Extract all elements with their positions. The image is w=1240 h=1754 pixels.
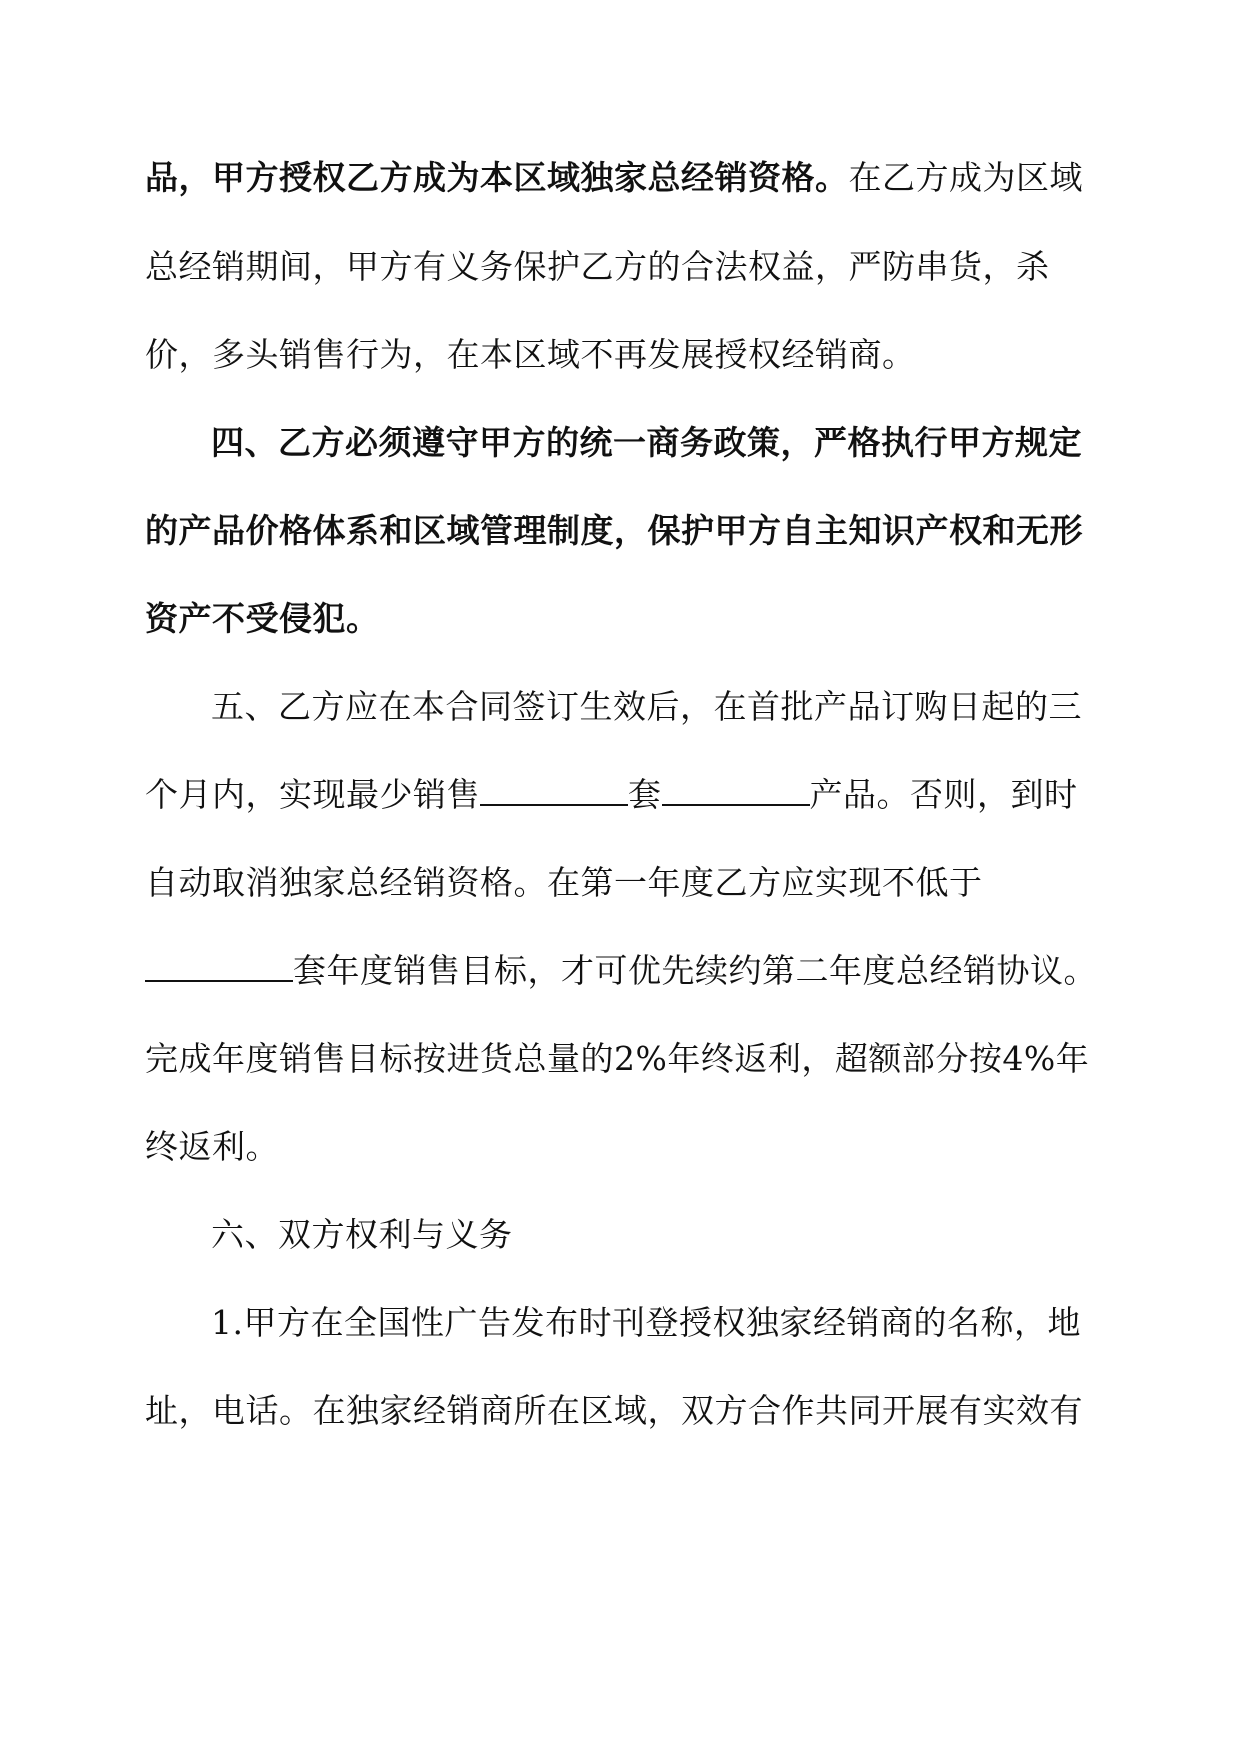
text-segment: 套: [628, 775, 662, 814]
text-segment: 产品。否则，到时: [809, 775, 1078, 814]
blank-field-annual-target: [145, 954, 293, 982]
text-segment: 个月内，实现最少销售: [145, 775, 480, 814]
clause-five-line-6: 终返利。: [145, 1127, 279, 1166]
clause-five-line-1: 五、乙方应在本合同签订生效后，在首批产品订购日起的三: [211, 687, 1082, 726]
clause-five-line-2: [145, 775, 1078, 815]
clause-six-item-1-line-1: 1.甲方在全国性广告发布时刊登授权独家经销商的名称，地: [211, 1303, 1081, 1342]
text-segment: 套年度销售目标，才可优先续约第二年度总经销协议。: [293, 951, 1097, 990]
paragraph-line-2: 总经销期间，甲方有义务保护乙方的合法权益，严防串货，杀: [145, 247, 1050, 286]
clause-five-line-5: 完成年度销售目标按进货总量的2%年终返利，超额部分按4%年: [145, 1039, 1090, 1078]
clause-four-line-3: 资产不受侵犯。: [145, 599, 380, 638]
clause-six-item-1-line-2: 址，电话。在独家经销商所在区域，双方合作共同开展有实效有: [145, 1391, 1083, 1430]
paragraph-line-1: [145, 158, 1083, 198]
clause-four-line-2: 的产品价格体系和区域管理制度，保护甲方自主知识产权和无形: [145, 511, 1083, 550]
clause-four-line-1: 四、乙方必须遵守甲方的统一商务政策，严格执行甲方规定: [211, 423, 1082, 462]
normal-text: 在乙方成为区域: [848, 158, 1083, 197]
clause-five-line-3: 自动取消独家总经销资格。在第一年度乙方应实现不低于: [145, 863, 983, 902]
blank-field-quantity: [480, 778, 628, 806]
blank-field-product: [662, 778, 810, 806]
bold-text: 品，甲方授权乙方成为本区域独家总经销资格。: [145, 158, 849, 197]
section-six-heading: 六、双方权利与义务: [211, 1215, 513, 1254]
clause-five-line-4: [145, 951, 1097, 991]
paragraph-line-3: 价，多头销售行为，在本区域不再发展授权经销商。: [145, 335, 916, 374]
